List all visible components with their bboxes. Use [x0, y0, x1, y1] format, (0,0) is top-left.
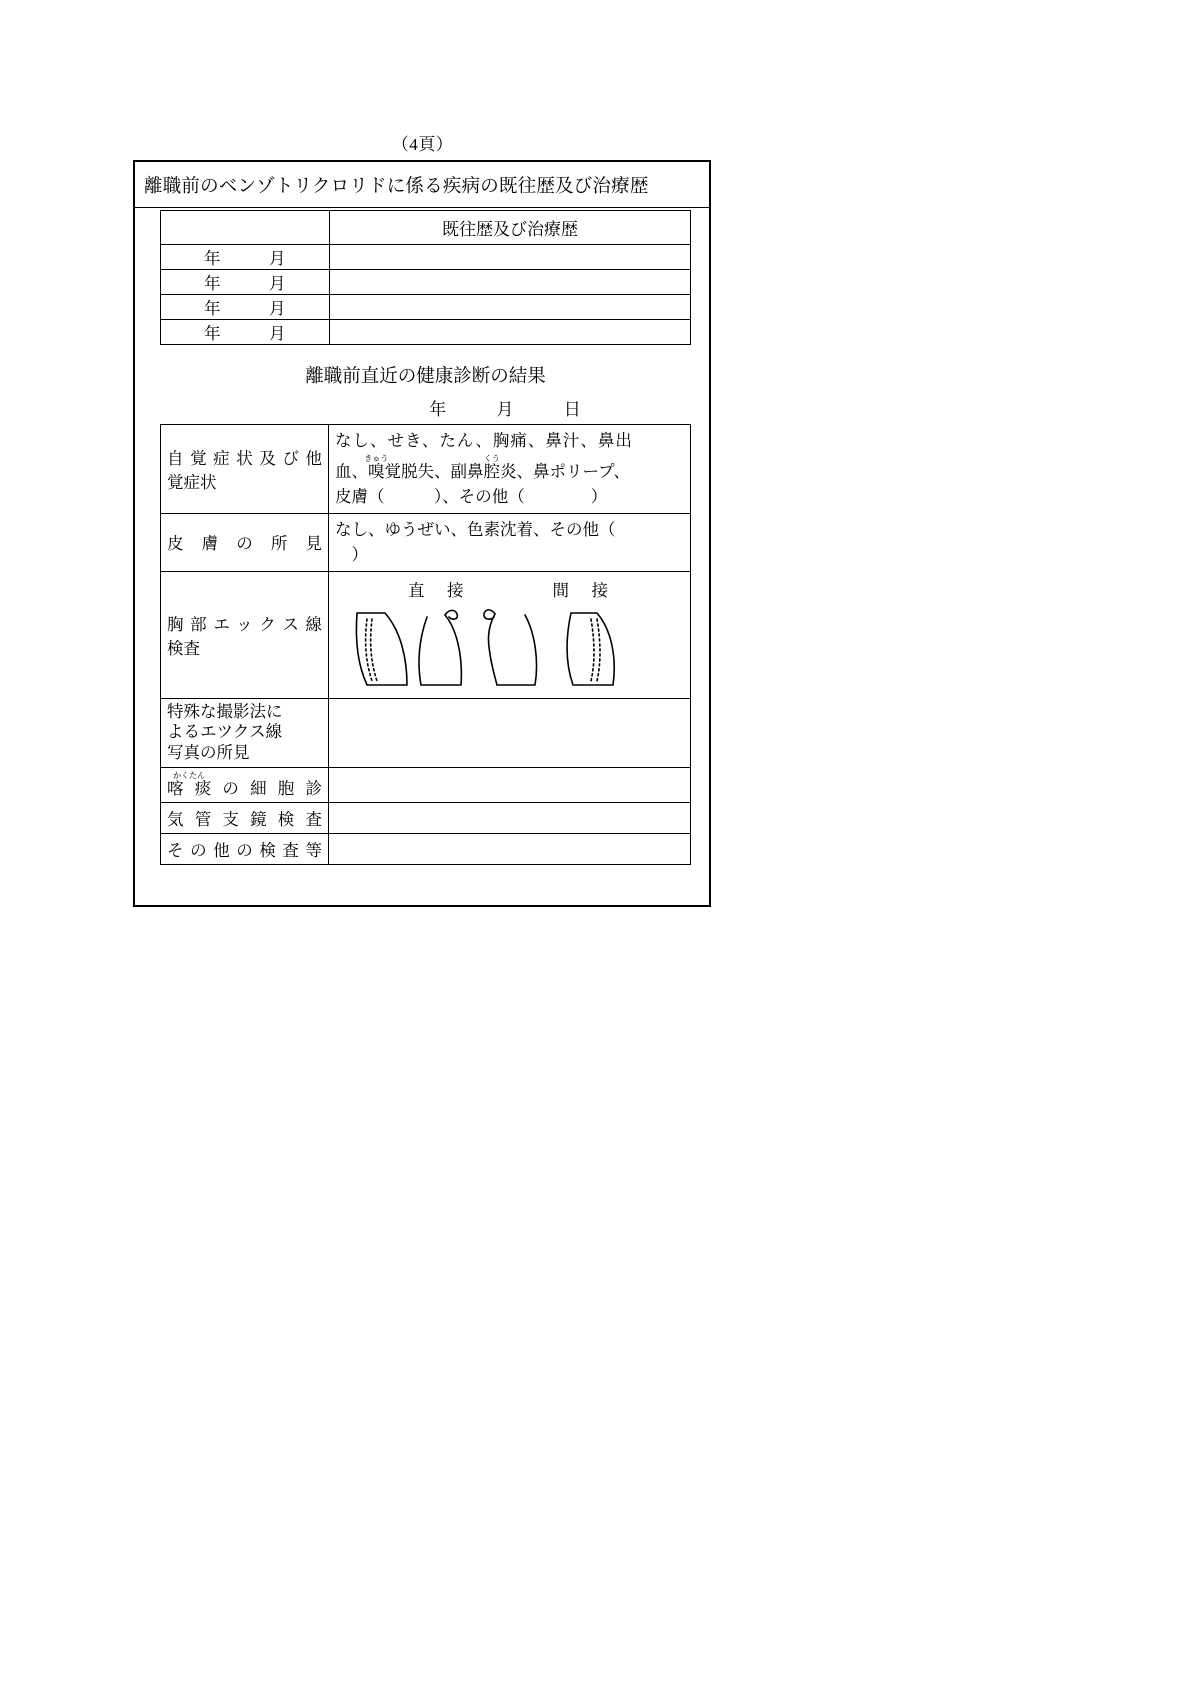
month-label: 月 — [269, 324, 286, 343]
row-label-subjective-symptoms: 自覚症状及び他 覚症状 — [161, 425, 329, 514]
month-label: 月 — [496, 400, 515, 419]
section1-title: 離職前のベンゾトリクロリドに係る疾病の既往歴及び治療歴 — [135, 162, 709, 208]
history-corner-cell — [161, 211, 330, 245]
year-label: 年 — [204, 274, 221, 293]
table-row — [161, 802, 691, 833]
form-container — [133, 160, 711, 907]
row-label-other-exams: その他の検査等 — [161, 833, 329, 864]
year-label: 年 — [204, 324, 221, 343]
table-row — [161, 320, 691, 345]
row-label-bronchoscopy: 気管支鏡検査 — [161, 802, 329, 833]
table-row — [161, 513, 691, 571]
year-label: 年 — [429, 400, 448, 419]
month-label: 月 — [269, 249, 286, 268]
table-row — [161, 245, 691, 270]
table-row — [161, 270, 691, 295]
table-row — [161, 698, 691, 767]
row-label-chest-xray: 胸部エックス線 検査 — [161, 571, 329, 698]
history-table — [160, 210, 691, 345]
page-number: （4頁） — [391, 135, 454, 154]
year-label: 年 — [204, 299, 221, 318]
section2-date-line[interactable] — [160, 395, 691, 420]
month-label: 月 — [269, 274, 286, 293]
row-value-chest-xray[interactable] — [329, 571, 691, 698]
history-date-cell[interactable] — [161, 320, 330, 345]
table-row — [161, 833, 691, 864]
row-value-special-xray[interactable] — [329, 698, 691, 767]
history-date-cell[interactable] — [161, 270, 330, 295]
year-label: 年 — [204, 249, 221, 268]
history-date-cell[interactable] — [161, 295, 330, 320]
history-entry-cell[interactable] — [330, 245, 691, 270]
row-label-skin-findings: 皮膚の所見 — [161, 513, 329, 571]
xray-direct-label: 直 接 — [408, 580, 467, 600]
row-value-sputum-cytology[interactable] — [329, 767, 691, 802]
history-entry-cell[interactable] — [330, 295, 691, 320]
row-value-bronchoscopy[interactable] — [329, 802, 691, 833]
row-value-skin-findings[interactable]: なし、ゆうぜい、色素沈着、その他（ ） — [329, 513, 691, 571]
table-row — [161, 425, 691, 514]
table-row — [161, 295, 691, 320]
history-date-cell[interactable] — [161, 245, 330, 270]
day-label: 日 — [563, 400, 582, 419]
table-row — [161, 571, 691, 698]
xray-indirect-label: 間 接 — [552, 580, 611, 600]
lung-diagram — [335, 603, 684, 695]
history-header-cell: 既往歴及び治療歴 — [330, 211, 691, 245]
exam-table — [160, 424, 691, 865]
table-row — [161, 211, 691, 245]
row-value-subjective-symptoms[interactable]: なし、せき、たん、胸痛、鼻汁、鼻出 血、嗅きゅう覚脱失、副鼻腔くう炎、鼻ポリープ、 皮膚（ ）、その他（ ） — [329, 425, 691, 514]
row-value-other-exams[interactable] — [329, 833, 691, 864]
table-row — [161, 767, 691, 802]
row-label-special-xray: 特殊な撮影法に よるエツクス線 写真の所見 — [161, 698, 329, 767]
section2-title: 離職前直近の健康診断の結果 — [305, 367, 546, 387]
history-entry-cell[interactable] — [330, 320, 691, 345]
history-entry-cell[interactable] — [330, 270, 691, 295]
row-label-sputum-cytology: 喀痰かくたんの細胞診 — [161, 767, 329, 802]
month-label: 月 — [269, 299, 286, 318]
